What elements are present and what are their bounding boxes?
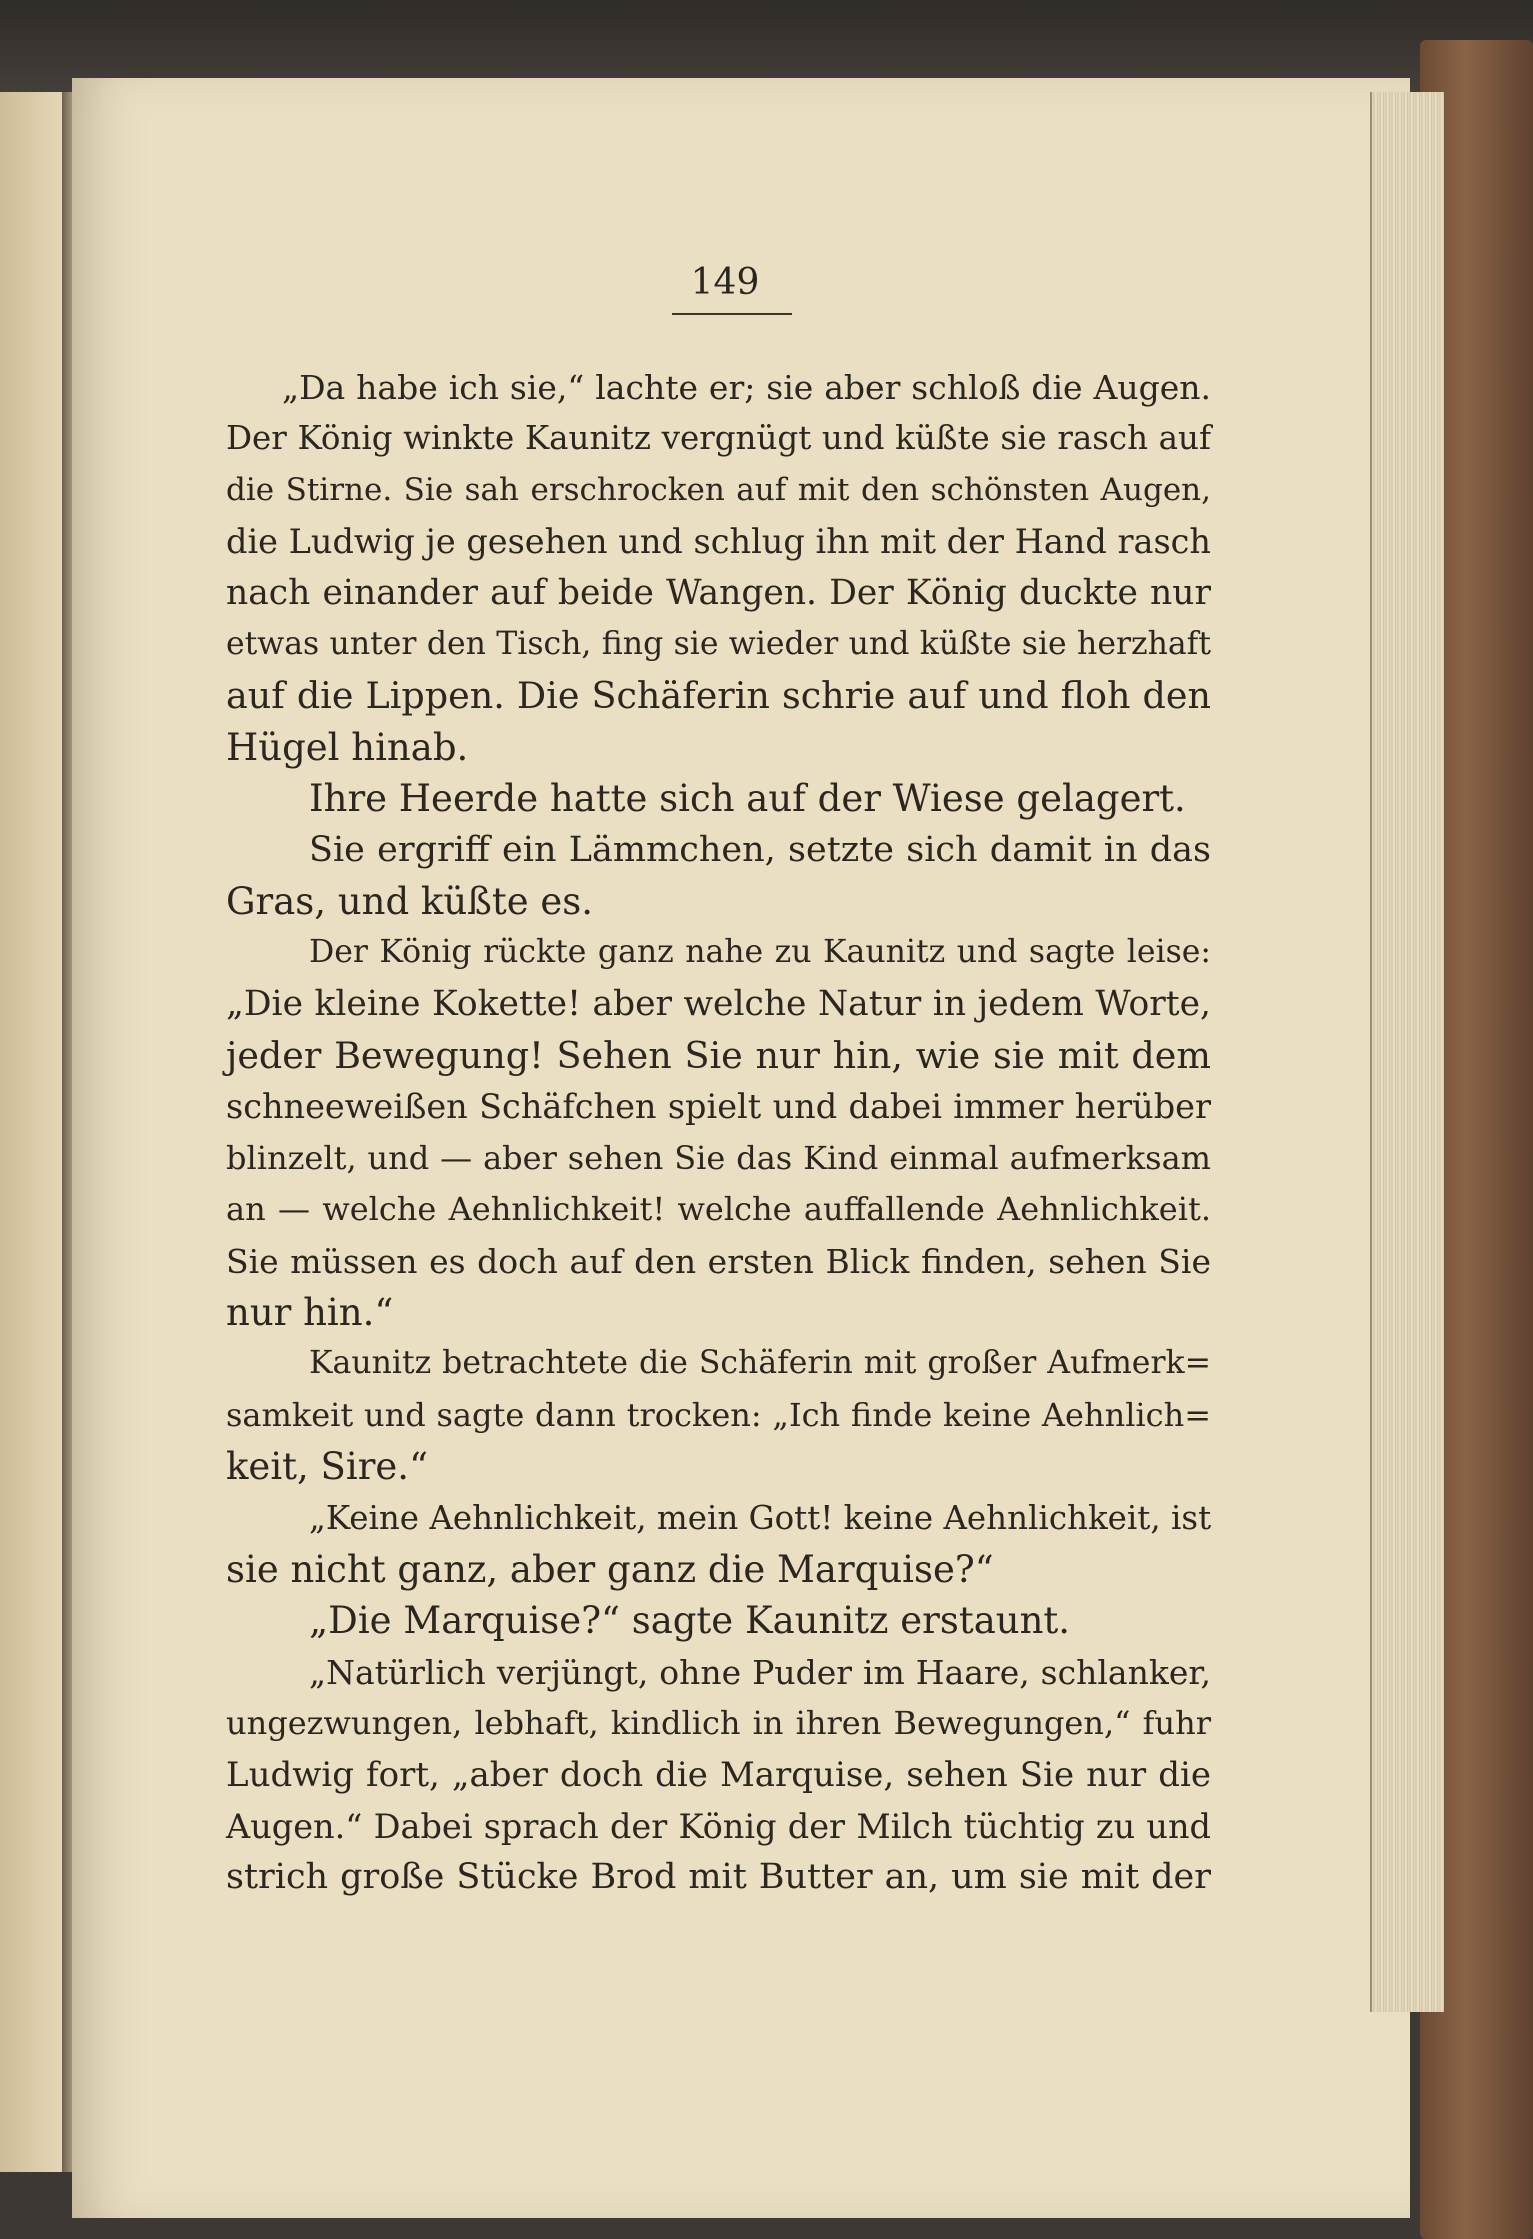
text-line: die Stirne. Sie sah erschrocken auf mit den schönsten Augen, xyxy=(226,471,1211,508)
text-line: schneeweißen Schäfchen spielt und dabei immer herüber xyxy=(226,1087,1211,1127)
text-line: Sie ergriff ein Lämmchen, setzte sich damit in das xyxy=(309,829,1211,870)
text-line: Gras, und küßte es. xyxy=(226,879,594,923)
text-line: nur hin.“ xyxy=(226,1291,394,1335)
text-line: „Die Marquise?“ sagte Kaunitz erstaunt. xyxy=(309,1599,1071,1643)
text-line: Ihre Heerde hatte sich auf der Wiese gelagert. xyxy=(309,777,1186,821)
text-line: „Da habe ich sie,“ lachte er; sie aber schloß die Augen. xyxy=(282,368,1211,407)
page-number: 149 xyxy=(690,262,760,303)
text-line: keit, Sire.“ xyxy=(226,1445,428,1489)
text-line: Sie müssen es doch auf den ersten Blick finden, sehen Sie xyxy=(226,1241,1211,1281)
left-page-edge xyxy=(0,92,62,2172)
text-line: Kaunitz betrachtete die Schäferin mit großer Aufmerk= xyxy=(309,1345,1211,1382)
text-line: „Die kleine Kokette! aber welche Natur in jedem Worte, xyxy=(226,983,1211,1024)
text-line: Der König rückte ganz nahe zu Kaunitz und sagte leise: xyxy=(309,934,1211,971)
text-line: die Ludwig je gesehen und schlug ihn mit der Hand rasch xyxy=(226,522,1211,562)
text-line: an — welche Aehnlichkeit! welche auffallende Aehnlichkeit. xyxy=(226,1190,1211,1229)
text-line: sie nicht ganz, aber ganz die Marquise?“ xyxy=(226,1547,994,1591)
body-text xyxy=(226,362,1211,1904)
text-line: strich große Stücke Brod mit Butter an, um sie mit der xyxy=(226,1857,1211,1898)
text-line: ungezwungen, lebhaft, kindlich in ihren Bewegungen,“ fuhr xyxy=(226,1704,1211,1743)
text-line: nach einander auf beide Wangen. Der König duckte nur xyxy=(226,572,1211,613)
text-line: Augen.“ Dabei sprach der König der Milch tüchtig zu und xyxy=(226,1806,1211,1846)
text-line: Ludwig fort, „aber doch die Marquise, sehen Sie nur die xyxy=(226,1754,1211,1795)
text-line: „Keine Aehnlichkeit, mein Gott! keine Aehnlichkeit, ist xyxy=(309,1498,1212,1537)
text-line: etwas unter den Tisch, fing sie wieder und küßte sie herzhaft xyxy=(226,625,1211,662)
text-line: blinzelt, und — aber sehen Sie das Kind einmal aufmerksam xyxy=(226,1138,1211,1177)
text-line: Hügel hinab. xyxy=(226,725,469,769)
text-line: Der König winkte Kaunitz vergnügt und küßte sie rasch auf xyxy=(226,419,1211,458)
text-line: auf die Lippen. Die Schäferin schrie auf und floh den xyxy=(226,674,1211,718)
text-line: „Natürlich verjüngt, ohne Puder im Haare, schlanker, xyxy=(309,1652,1211,1692)
page-stack-edges xyxy=(1370,92,1444,2012)
header-rule xyxy=(672,313,792,315)
text-line: jeder Bewegung! Sehen Sie nur hin, wie sie mit dem xyxy=(226,1034,1211,1078)
text-line: samkeit und sagte dann trocken: „Ich finde keine Aehnlich= xyxy=(226,1395,1211,1434)
